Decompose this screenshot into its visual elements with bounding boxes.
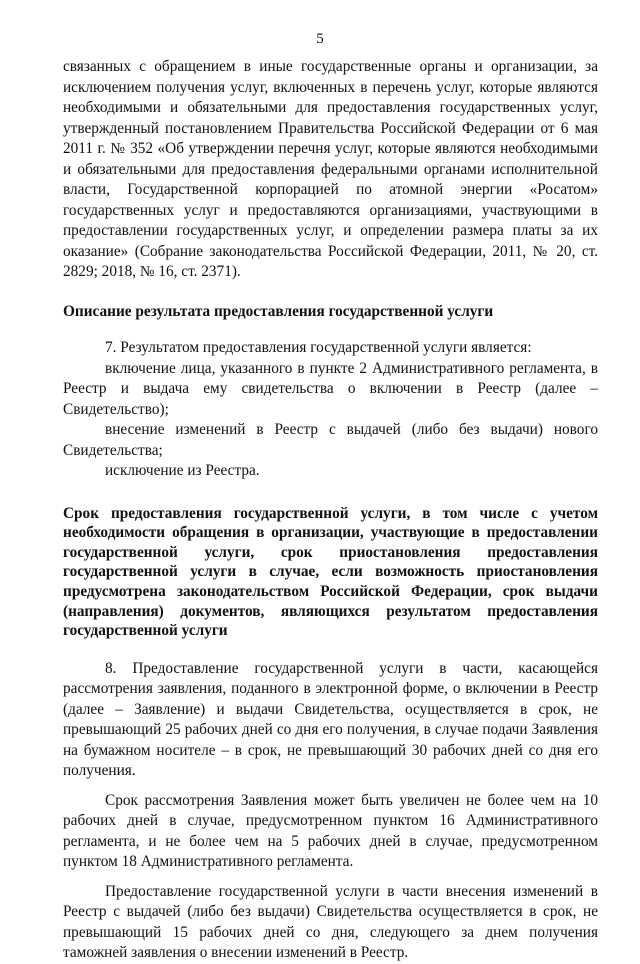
section-heading-result: Описание результата предоставления государственной услуги <box>63 302 494 320</box>
paragraph-8-extension: Срок рассмотрения Заявления может быть увеличен не более чем на 10 рабочих дней в случае, предусмотренном пунктом 16 Административного регламента, и не более чем на 5 рабочих дней в случае, предусмотренном пунктом 18 Административного регламента. <box>63 791 598 871</box>
section-heading-term: Срок предоставления государственной услуги, в том числе с учетом необходимости обращения в организации, участвующие в предоставлении государственной услуги, срок приостановления предоставления государственной услуги в случае, если возможность приостановления предусмотрена законодательством Российской Федерации, срок выдачи (направления) документов, являющихся результатом предоставления государственной услуги <box>63 504 598 640</box>
paragraph-8: 8. Предоставление государственной услуги в части, касающейся рассмотрения заявления, поданного в электронной форме, о включении в Реестр (далее – Заявление) и выдачи Свидетельства, осуществляется в срок, не превышающий 25 рабочих дней со дня его получения, в случае подачи Заявления на бумажном носителе – в срок, не превышающий 30 рабочих дней со дня его получения. <box>63 659 598 780</box>
paragraph-7-item-3: исключение из Реестра. <box>105 462 260 480</box>
paragraph-7-item-2: внесение изменений в Реестр с выдачей (либо без выдачи) нового Свидетельства; <box>63 421 598 459</box>
page-number: 5 <box>316 31 324 47</box>
paragraph-7-item-1: включение лица, указанного в пункте 2 Административного регламента, в Реестр и выдача ему свидетельства о включении в Реестр (далее – Свидетельство); <box>63 359 598 418</box>
paragraph-intro: связанных с обращением в иные государственные органы и организации, за исключением получения услуг, включенных в перечень услуг, которые являются необходимыми и обязательными для предоставления государственных услуг, утвержденный постановлением Правительства Российской Федерации от 6 мая 2011 г. № 352 «Об утверждении перечня услуг, которые являются необходимыми и обязательными для предоставления федеральными органами исполнительной власти, Государственной корпорацией по атомной энергии «Росатом» государственных услуг и предоставляются организациями, участвующими в предоставлении государственных услуг, и определении размера платы за их оказание» (Собрание законодательства Российской Федерации, 2011, № 20, ст. 2829; 2018, № 16, ст. 2371). <box>63 58 598 280</box>
document-body <box>63 57 598 964</box>
paragraph-8-changes: Предоставление государственной услуги в части внесения изменений в Реестр с выдачей (либо без выдачи) Свидетельства осуществляется в срок, не превышающий 15 рабочих дней со дня, следующего за днем получения таможней заявления о внесении изменений в Реестр. <box>63 882 598 962</box>
paragraph-7: 7. Результатом предоставления государственной услуги является: <box>105 339 532 357</box>
